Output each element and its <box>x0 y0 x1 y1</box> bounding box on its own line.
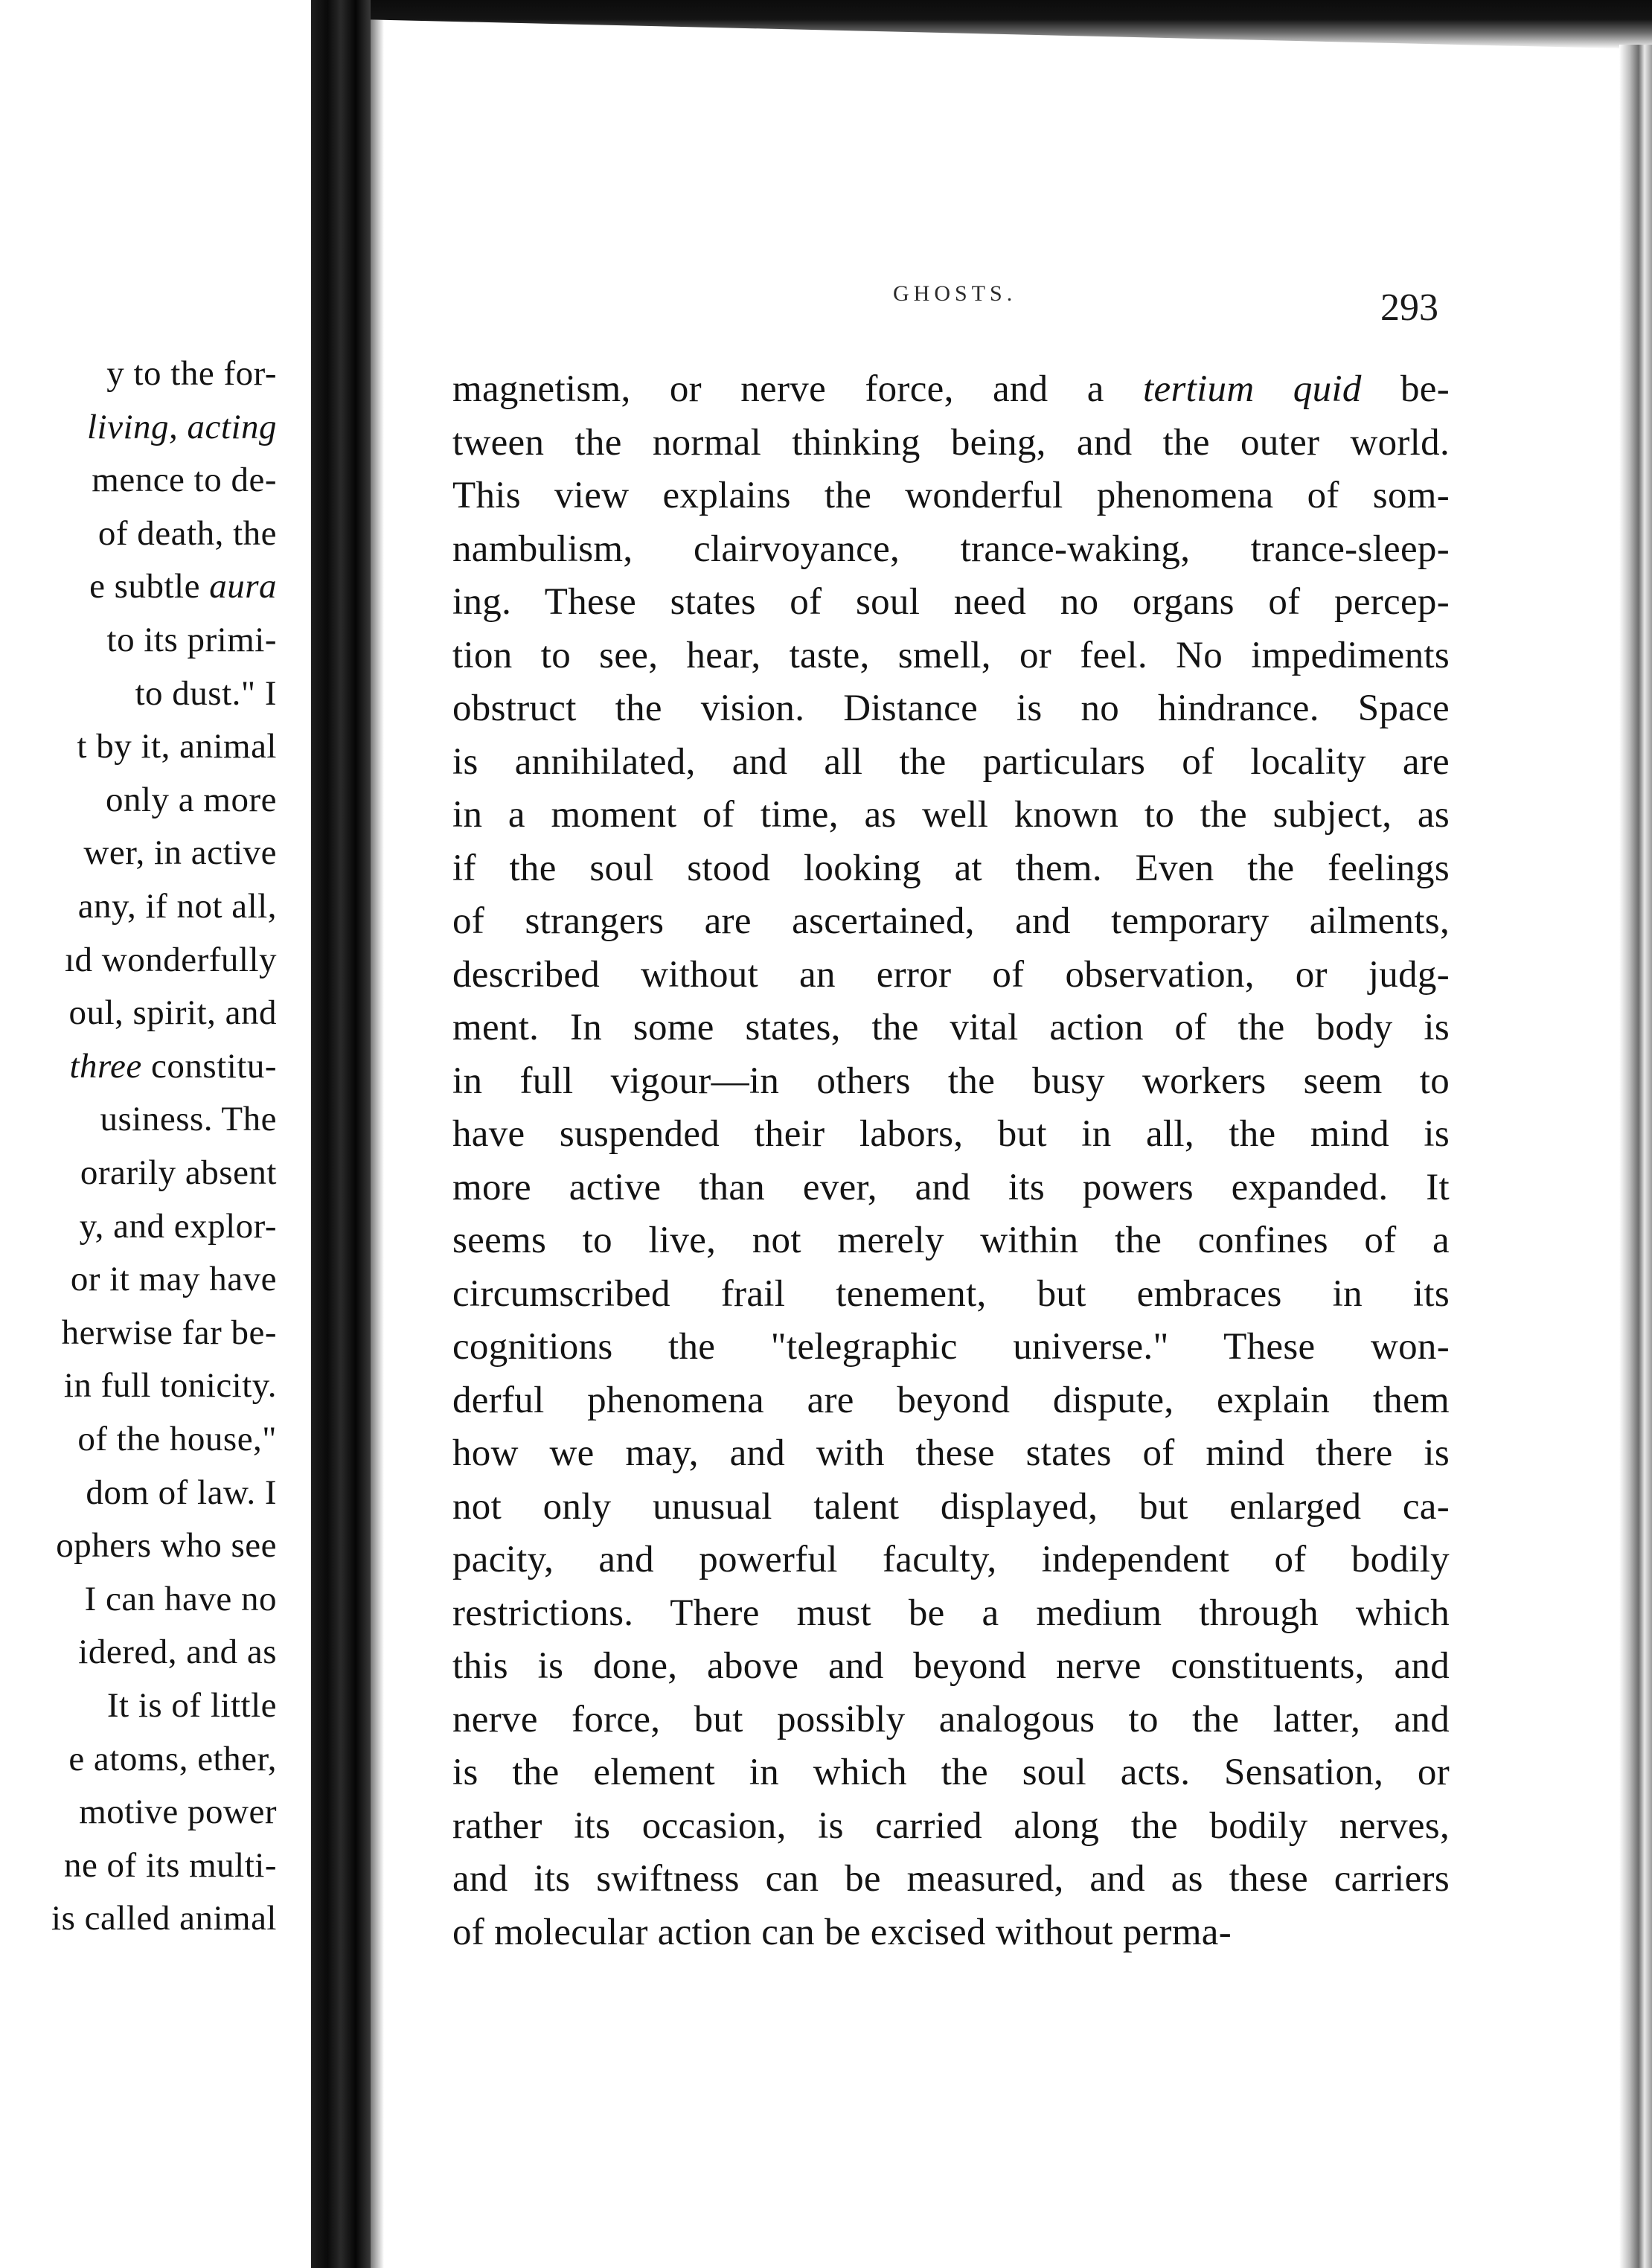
left-facing-page <box>0 0 311 2268</box>
text-line: in full vigour—in others the busy workers seem to <box>452 1060 1450 1102</box>
text-line: pacity, and powerful faculty, independent of bodily <box>452 1539 1450 1580</box>
text-line: in a moment of time, as well known to the subject, as <box>452 794 1450 836</box>
left-text-line: of death, the <box>97 513 277 553</box>
left-text-line: any, if not all, <box>77 887 277 926</box>
body-text <box>452 363 1450 1959</box>
left-text-line: only a more <box>106 780 277 819</box>
left-text-line: e atoms, ether, <box>68 1739 277 1778</box>
text-line: ment. In some states, the vital action of the body is <box>452 1007 1450 1048</box>
page-top-edge <box>371 0 1652 49</box>
text-line: how we may, and with these states of mind there is <box>452 1432 1450 1474</box>
left-text-line: is called animal <box>51 1899 277 1938</box>
left-text-line: e subtle aura <box>89 567 277 606</box>
left-text-line: or it may have <box>70 1260 277 1299</box>
page-fore-edge <box>1619 45 1652 2268</box>
left-text-line: ne of its multi- <box>63 1845 277 1885</box>
left-text-line: wer, in active <box>83 833 277 873</box>
left-text-line: It is of little <box>106 1686 277 1725</box>
text-line: rather its occasion, is carried along the bodily nerves, <box>452 1804 1450 1847</box>
text-line: and its swiftness can be measured, and as these carriers <box>452 1858 1450 1900</box>
text-line: tween the normal thinking being, and the outer world. <box>452 421 1450 464</box>
text-line: is the element in which the soul acts. Sensation, or <box>452 1752 1450 1793</box>
book-gutter <box>311 0 371 2268</box>
left-text-line: oul, spirit, and <box>68 993 277 1033</box>
left-text-line: I can have no <box>84 1579 277 1618</box>
page-number: 293 <box>1380 286 1438 329</box>
left-text-line: of the house," <box>77 1420 277 1458</box>
left-text-line: in full tonicity. <box>63 1366 277 1406</box>
left-text-line: t by it, animal <box>77 727 277 766</box>
left-text-line: y, and explor- <box>79 1206 277 1246</box>
left-text-line: living, acting <box>86 407 277 446</box>
left-text-line: mence to de- <box>92 461 277 500</box>
left-text-line: motive power <box>79 1793 277 1832</box>
left-text-line: three constitu- <box>69 1046 277 1086</box>
left-text-line: to dust." I <box>135 673 277 713</box>
text-line: tion to see, hear, taste, smell, or feel. No impediments <box>452 634 1450 676</box>
text-line: have suspended their labors, but in all, the mind is <box>452 1113 1450 1155</box>
text-line: this is done, above and beyond nerve constituents, and <box>452 1645 1450 1687</box>
text-line: seems to live, not merely within the confines of a <box>452 1220 1450 1261</box>
left-text-line: to its primi- <box>106 621 277 659</box>
text-line: more active than ever, and its powers expanded. It <box>452 1166 1450 1208</box>
left-text-line: idered, and as <box>78 1633 277 1672</box>
text-line: not only unusual talent displayed, but enlarged ca- <box>452 1485 1450 1528</box>
page-inner-shadow <box>371 0 384 2268</box>
text-line: ing. These states of soul need no organs of percep- <box>452 581 1450 623</box>
text-line: This view explains the wonderful phenomena of som- <box>452 475 1450 516</box>
text-line: magnetism, or nerve force, and a tertium quid be- <box>452 368 1450 410</box>
text-line: restrictions. There must be a medium through which <box>452 1592 1450 1634</box>
text-line: described without an error of observation, or judg- <box>452 953 1450 996</box>
left-text-line: dom of law. I <box>86 1473 277 1512</box>
left-text-line: usiness. The <box>100 1100 277 1139</box>
text-line: obstruct the vision. Distance is no hindrance. Space <box>452 688 1450 729</box>
text-line: derful phenomena are beyond dispute, explain them <box>452 1379 1450 1421</box>
text-line: is annihilated, and all the particulars of locality are <box>452 740 1450 783</box>
text-line: cognitions the "telegraphic universe." These won- <box>452 1326 1450 1368</box>
text-line: of molecular action can be excised without perma- <box>452 1911 1232 1953</box>
text-line: nambulism, clairvoyance, trance-waking, trance-sleep- <box>452 528 1450 570</box>
left-text-line: herwise far be- <box>61 1313 277 1352</box>
text-line: nerve force, but possibly analogous to the latter, and <box>452 1698 1450 1740</box>
text-line: of strangers are ascertained, and temporary ailments, <box>452 900 1450 942</box>
left-text-line: y to the for- <box>106 354 277 393</box>
text-line: if the soul stood looking at them. Even the feelings <box>452 847 1450 889</box>
left-text-line: ophers who see <box>56 1526 277 1566</box>
running-head: GHOSTS. <box>893 281 1017 306</box>
left-text-line: orarily absent <box>80 1153 277 1192</box>
text-line: circumscribed frail tenement, but embraces in its <box>452 1272 1450 1315</box>
left-text-line: ıd wonderfully <box>64 940 277 979</box>
